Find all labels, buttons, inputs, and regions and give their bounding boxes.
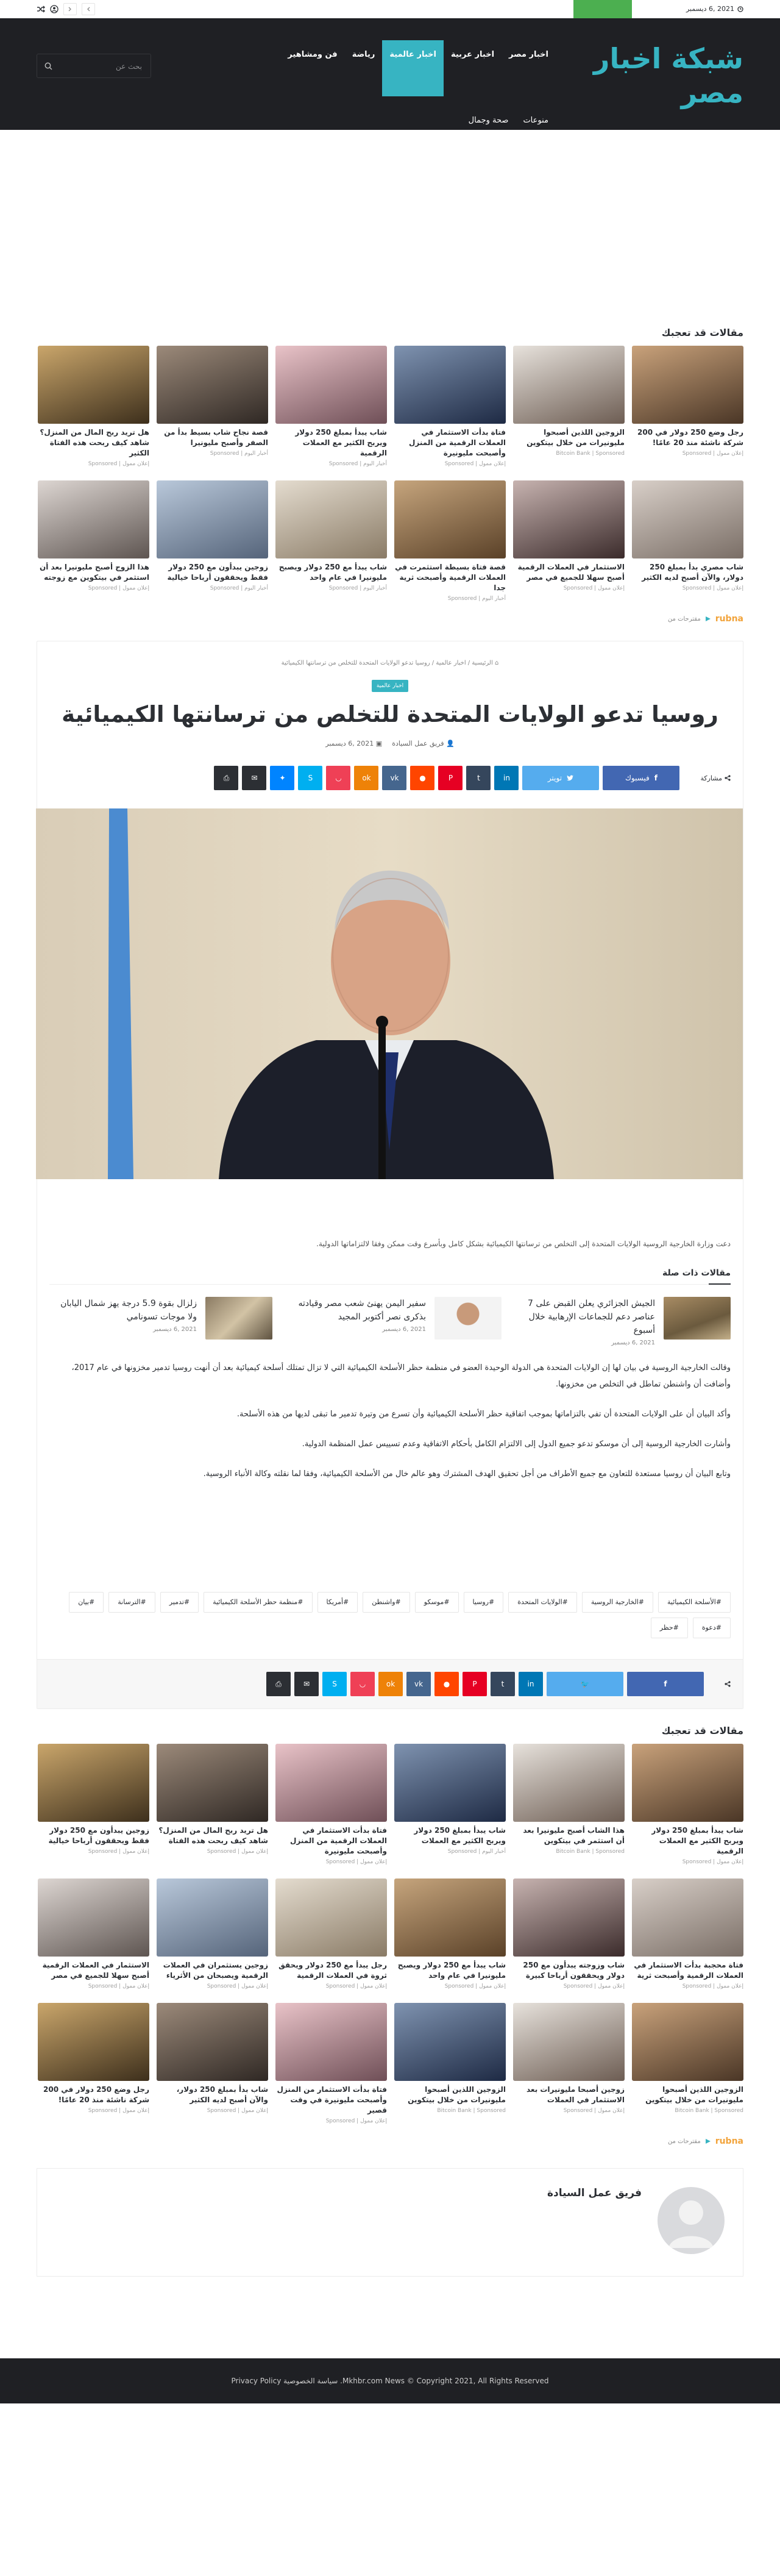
recommended-card[interactable] xyxy=(157,480,268,602)
search-input[interactable]: بحث عن xyxy=(116,62,142,71)
card-meta: إعلان ممول | Sponsored xyxy=(88,461,149,467)
card-meta: أخبار اليوم | Sponsored xyxy=(328,585,387,591)
card-meta: Bitcoin Bank | Sponsored xyxy=(675,2108,743,2114)
card-meta: إعلان ممول | Sponsored xyxy=(682,585,743,591)
card-title[interactable]: شاب مصري بدأ بمبلغ 250 دولار، والآن أصبح لديه الكثير xyxy=(642,563,743,582)
recommended-card[interactable] xyxy=(275,480,387,602)
recommended-card[interactable] xyxy=(157,1744,268,1865)
home-icon[interactable]: ⌂ xyxy=(494,660,499,666)
card-thumbnail[interactable] xyxy=(513,1878,625,1957)
share-pinterest-button[interactable] xyxy=(463,1672,487,1696)
related-thumb[interactable] xyxy=(664,1297,731,1340)
recommended-card[interactable] xyxy=(513,480,625,602)
powered-by-label: مقترحات من xyxy=(667,2138,701,2145)
card-meta: أخبار اليوم | Sponsored xyxy=(447,596,506,602)
share-facebook-button[interactable]: f فيسبوك xyxy=(603,766,679,790)
recommended-widget-bottom xyxy=(37,1725,743,2146)
recommended-card[interactable] xyxy=(513,1744,625,1865)
share-reddit-button[interactable] xyxy=(410,766,434,790)
twitter-icon: 🐦 xyxy=(580,1680,590,1688)
share-skype-button[interactable] xyxy=(298,766,322,790)
card-meta: Bitcoin Bank | Sponsored xyxy=(556,1849,625,1855)
recommended-widget-top xyxy=(37,327,743,624)
related-post[interactable]: زلزال بقوة 5.9 درجة يهز شمال اليابان ولا موجات تسونامي 2021 ,6 ديسمبر xyxy=(59,1297,272,1346)
recommended-card[interactable] xyxy=(38,1878,149,1989)
card-title[interactable]: الزوجين اللذين أصبحوا مليونيرات من خلال بيتكوين xyxy=(408,2085,506,2104)
card-meta: إعلان ممول | Sponsored xyxy=(325,1983,387,1989)
print-icon: ⎙ xyxy=(223,773,230,782)
site-header xyxy=(0,18,780,130)
messenger-icon: ✦ xyxy=(279,774,286,782)
card-title[interactable]: هل تريد ربح المال من المنزل؟ شاهد كيف ربحت هذه الفتاة xyxy=(158,1826,268,1845)
share-vk-button[interactable] xyxy=(382,766,406,790)
category-badge[interactable]: اخبار عالمية xyxy=(372,680,408,692)
nav-item-misc[interactable]: منوعات xyxy=(523,116,548,125)
site-logo[interactable]: شبكة اخبار مصر xyxy=(593,42,743,109)
tag-link[interactable]: #بيان xyxy=(69,1592,104,1613)
share-odnoklassniki-button[interactable] xyxy=(378,1672,403,1696)
recommended-card[interactable] xyxy=(632,1744,743,1865)
breadcrumb: ⌂ الرئيسية / اخبار عالمية / روسيا تدعو الولايات المتحدة للتخلص من ترسانتها الكيميائية xyxy=(281,660,499,666)
main-nav xyxy=(214,40,556,96)
related-title: مقالات ذات صلة xyxy=(49,1268,731,1285)
card-title[interactable]: زوجين يبدأون مع 250 دولار فقط ويحققون أرباحا خيالية xyxy=(167,563,268,582)
skype-icon: S xyxy=(308,774,313,782)
card-thumbnail[interactable] xyxy=(275,2003,387,2081)
powered-by-brand: rubna xyxy=(715,614,743,624)
vk-icon: vk xyxy=(390,774,399,782)
recommended-card[interactable] xyxy=(632,2003,743,2124)
card-thumbnail[interactable] xyxy=(38,1744,149,1822)
card-title[interactable]: رجل يبدأ مع 250 دولار ويحقق ثروة في العملات الرقمية xyxy=(278,1961,387,1980)
card-thumbnail[interactable] xyxy=(632,1878,743,1957)
author-name[interactable]: فريق عمل السيادة xyxy=(547,2187,642,2199)
post-author[interactable]: 👤 فريق عمل السيادة xyxy=(392,740,455,747)
card-meta: إعلان ممول | Sponsored xyxy=(325,2118,387,2124)
card-title[interactable]: الزوجين اللذين أصبحوا مليونيرات من خلال بيتكوين xyxy=(645,2085,743,2104)
reddit-icon: ● xyxy=(419,774,426,782)
share-twitter-button[interactable] xyxy=(547,1672,623,1696)
print-button[interactable] xyxy=(214,766,238,790)
powered-by-brand: rubna xyxy=(715,2136,743,2146)
tag-link[interactable]: #منظمة حظر الأسلحة الكيميائية xyxy=(204,1592,312,1613)
top-date: 2021 ,6 ديسمبر xyxy=(686,0,743,18)
pocket-icon: ◡ xyxy=(359,1680,366,1688)
email-icon: ✉ xyxy=(251,774,258,782)
tumblr-icon: t xyxy=(477,774,480,782)
share-bar-bottom xyxy=(37,1659,743,1708)
card-title[interactable]: فتاة محجبة بدأت الاستثمار في العملات الرقمية وأصبحت ثرية xyxy=(634,1961,743,1980)
card-meta: إعلان ممول | Sponsored xyxy=(563,2108,625,2114)
nav-item-arab-news[interactable]: اخبار عربية xyxy=(450,50,495,59)
card-meta: إعلان ممول | Sponsored xyxy=(444,461,506,467)
page-title: روسيا تدعو الولايات المتحدة للتخلص من ترسانتها الكيميائية xyxy=(62,701,718,727)
ticker-next-button[interactable] xyxy=(82,3,95,15)
card-thumbnail[interactable] xyxy=(513,480,625,558)
related-thumb[interactable] xyxy=(434,1297,502,1340)
tag-link[interactable]: #الخارجية الروسية xyxy=(582,1592,653,1613)
share-skype-button[interactable] xyxy=(322,1672,347,1696)
card-title[interactable]: هل تريد ربح المال من المنزل؟ شاهد كيف ربحت هذه الفتاة الكثير xyxy=(40,428,149,457)
vk-icon: vk xyxy=(414,1680,424,1688)
card-thumbnail[interactable] xyxy=(275,1878,387,1957)
top-tools xyxy=(37,0,95,18)
share-label xyxy=(725,1681,731,1687)
share-pocket-button[interactable] xyxy=(350,1672,375,1696)
powered-by[interactable] xyxy=(37,614,743,624)
card-thumbnail[interactable] xyxy=(632,2003,743,2081)
recommended-card[interactable] xyxy=(394,2003,506,2124)
card-meta: إعلان ممول | Sponsored xyxy=(88,585,149,591)
share-reddit-button[interactable] xyxy=(434,1672,459,1696)
linkedin-icon: in xyxy=(527,1680,534,1688)
tag-link[interactable]: #الأسلحة الكيميائية xyxy=(658,1592,731,1613)
nav-item-celebrities[interactable]: فن ومشاهير xyxy=(288,50,338,59)
nav-item-health[interactable]: صحة وجمال xyxy=(468,116,509,125)
nav-item-world-news[interactable]: اخبار عالمية xyxy=(382,40,444,96)
recommended-card[interactable] xyxy=(38,1744,149,1865)
card-thumbnail[interactable] xyxy=(157,346,268,424)
recommended-card[interactable] xyxy=(275,2003,387,2124)
card-thumbnail[interactable] xyxy=(38,346,149,424)
nav-item-egypt-news[interactable]: اخبار مصر xyxy=(509,50,548,59)
related-posts xyxy=(49,1297,731,1346)
card-title[interactable]: شاب يبدأ بمبلغ 250 دولار ويربح الكثير مع العملات xyxy=(414,1826,506,1845)
share-facebook-button[interactable] xyxy=(627,1672,704,1696)
card-meta: إعلان ممول | Sponsored xyxy=(563,585,625,591)
recommended-card[interactable] xyxy=(394,1878,506,1989)
card-thumbnail[interactable] xyxy=(275,1744,387,1822)
card-thumbnail[interactable] xyxy=(157,480,268,558)
recommended-card[interactable] xyxy=(632,346,743,467)
recommended-grid xyxy=(37,1744,743,2124)
share-email-button[interactable] xyxy=(242,766,266,790)
card-meta: إعلان ممول | Sponsored xyxy=(88,2108,149,2114)
card-thumbnail[interactable] xyxy=(157,1878,268,1957)
odnoklassniki-icon: ok xyxy=(362,774,371,782)
card-title[interactable]: شاب وزوجته يبدأون مع 250 دولار ويحققون أرباحا كبيرة xyxy=(523,1961,625,1980)
ticker-prev-button[interactable] xyxy=(63,3,77,15)
recommended-card[interactable] xyxy=(275,1878,387,1989)
card-title[interactable]: شاب يبدأ بمبلغ 250 دولار ويربح الكثير مع العملات الرقمية xyxy=(295,428,387,457)
card-title[interactable]: فتاة بدأت الاستثمار من المنزل وأصبحت مليونيرة في وقت قصير xyxy=(277,2085,387,2114)
share-label: مشاركة xyxy=(700,774,731,782)
card-title[interactable]: هذا الشاب أصبح مليونيرا بعد أن استثمر في بيتكوين xyxy=(523,1826,625,1845)
featured-image xyxy=(36,808,743,1179)
card-thumbnail[interactable] xyxy=(394,480,506,558)
share-twitter-button[interactable]: تويتر xyxy=(522,766,599,790)
share-bar-top xyxy=(49,766,731,790)
recommended-card[interactable] xyxy=(632,1878,743,1989)
recommended-card[interactable] xyxy=(394,480,506,602)
card-thumbnail[interactable] xyxy=(38,480,149,558)
email-icon: ✉ xyxy=(303,1680,310,1688)
card-meta: إعلان ممول | Sponsored xyxy=(563,1983,625,1989)
card-meta: أخبار اليوم | Sponsored xyxy=(328,461,387,467)
card-title[interactable]: زوجين يستثمران في العملات الرقمية ويصبحان من الأثرياء xyxy=(163,1961,268,1980)
site-footer xyxy=(0,2358,780,2403)
recommended-card[interactable] xyxy=(632,480,743,602)
print-icon: ⎙ xyxy=(275,1679,282,1688)
card-title[interactable]: زوجين أصبحا مليونيرات بعد الاستثمار في العملات xyxy=(526,2085,625,2104)
card-meta: إعلان ممول | Sponsored xyxy=(207,2108,268,2114)
tag-link[interactable]: #روسيا xyxy=(464,1592,504,1613)
card-thumbnail[interactable] xyxy=(275,346,387,424)
card-title[interactable]: الاستثمار في العملات الرقمية أصبح سهلا للجميع في مصر xyxy=(42,1961,149,1980)
card-thumbnail[interactable] xyxy=(394,2003,506,2081)
widget-title: مقالات قد تعجبك xyxy=(661,1725,743,1736)
card-thumbnail[interactable] xyxy=(394,346,506,424)
card-meta: إعلان ممول | Sponsored xyxy=(325,1859,387,1865)
share-icon xyxy=(725,775,731,781)
share-odnoklassniki-button[interactable] xyxy=(354,766,378,790)
recommended-card[interactable] xyxy=(513,1878,625,1989)
powered-by-label: مقترحات من xyxy=(667,615,701,623)
card-title[interactable]: الزوجين اللذين أصبحوا مليونيرات من خلال بيتكوين xyxy=(526,428,625,447)
user-login-icon[interactable] xyxy=(50,5,58,13)
card-meta: Bitcoin Bank | Sponsored xyxy=(437,2108,506,2114)
recommended-card[interactable] xyxy=(38,480,149,602)
search-icon[interactable] xyxy=(44,62,52,70)
author-box xyxy=(37,2168,743,2277)
post-tags xyxy=(49,1592,731,1638)
top-bar xyxy=(0,0,780,18)
print-button[interactable] xyxy=(266,1672,291,1696)
card-thumbnail[interactable] xyxy=(632,346,743,424)
article xyxy=(37,641,743,1709)
card-thumbnail[interactable] xyxy=(157,1744,268,1822)
card-title[interactable]: رجل وضع 250 دولار في 200 شركة ناشئة منذ 20 عامًا! xyxy=(637,428,743,447)
card-meta: إعلان ممول | Sponsored xyxy=(444,1983,506,1989)
related-post[interactable]: سفير اليمن يهنئ شعب مصر وقيادته بذكرى نصر أكتوبر المجيد 2021 ,6 ديسمبر xyxy=(288,1297,502,1346)
card-meta: أخبار اليوم | Sponsored xyxy=(210,585,268,591)
card-title[interactable]: قصة نجاح شاب بسيط بدأ من الصفر وأصبح مليونيرا xyxy=(164,428,268,447)
related-post[interactable]: الجيش الجزائري يعلن القبض على 7 عناصر دعم للجماعات الإرهابية خلال أسبوع 2021 ,6 ديسمبر xyxy=(517,1297,731,1346)
lead-paragraph: دعت وزارة الخارجية الروسية الولايات المتحدة إلى التخلص من ترسانتها الكيميائية بشكل كامل وبأسرع وقت ممكن وفقا لالتزاماتها الدولية. xyxy=(316,1240,731,1248)
card-meta: إعلان ممول | Sponsored xyxy=(682,1859,743,1865)
card-meta: Bitcoin Bank | Sponsored xyxy=(556,451,625,457)
tumblr-icon: t xyxy=(501,1680,505,1688)
tag-link[interactable]: #واشنطن xyxy=(363,1592,410,1613)
random-article-icon[interactable] xyxy=(37,5,45,13)
recommended-card[interactable] xyxy=(513,2003,625,2124)
card-thumbnail[interactable] xyxy=(632,1744,743,1822)
chevron-right-icon xyxy=(68,7,72,12)
card-meta: إعلان ممول | Sponsored xyxy=(88,1849,149,1855)
body-paragraph: وتابع البيان أن روسيا مستعدة للتعاون مع جميع الأطراف من أجل تحقيق الهدف المشترك وهو عالم خال من الأسلحة الكيميائية، وفقا لما نقلته وكالة الأنباء الروسية. xyxy=(203,1469,731,1479)
recommended-card[interactable] xyxy=(275,1744,387,1865)
rubna-logo-icon xyxy=(704,2138,712,2145)
card-title[interactable]: شاب يبدأ مع 250 دولار ويصبح مليونيرا في عام واحد xyxy=(278,563,387,582)
recommended-card[interactable] xyxy=(394,1744,506,1865)
recommended-card[interactable] xyxy=(275,346,387,467)
recommended-card[interactable] xyxy=(157,2003,268,2124)
body-paragraph: وقالت الخارجية الروسية في بيان لها إن الولايات المتحدة هي الدولة الوحيدة العضو في منظمة حظر الأسلحة الكيميائية التي لا تزال تمتلك أسلحة كيميائية بعد أن أنهت روسيا تدمير مخزونها في عام 2017، وأضافت أن واشنطن تماطل في التخلص من مخزونها. xyxy=(71,1363,731,1389)
share-icon xyxy=(725,1681,731,1687)
facebook-icon: f xyxy=(654,774,658,782)
card-thumbnail[interactable] xyxy=(38,2003,149,2081)
post-meta xyxy=(49,740,731,747)
copyright: Privacy Policy سياسة الخصوصية .Mkhbr.com News © Copyright 2021, All Rights Reserved xyxy=(231,2377,549,2385)
share-pinterest-button[interactable] xyxy=(438,766,463,790)
main-nav-row2 xyxy=(461,110,556,132)
tag-link[interactable]: #حظر xyxy=(651,1618,688,1638)
card-thumbnail[interactable] xyxy=(394,1878,506,1957)
recommended-card[interactable] xyxy=(38,346,149,467)
recommended-grid xyxy=(37,346,743,602)
card-thumbnail[interactable] xyxy=(157,2003,268,2081)
share-tumblr-button[interactable] xyxy=(491,1672,515,1696)
card-title[interactable]: الاستثمار في العملات الرقمية أصبح سهلا للجميع في مصر xyxy=(517,563,625,582)
calendar-icon: ▣ xyxy=(375,740,383,747)
recommended-card[interactable] xyxy=(157,1878,268,1989)
recommended-card[interactable] xyxy=(394,346,506,467)
clock-icon xyxy=(737,6,743,12)
card-title[interactable]: شاب يبدأ مع 250 دولار ويصبح مليونيرا في عام واحد xyxy=(397,1961,506,1980)
tag-link[interactable]: #موسكو xyxy=(415,1592,459,1613)
card-thumbnail[interactable] xyxy=(513,2003,625,2081)
card-meta: أخبار اليوم | Sponsored xyxy=(210,451,268,457)
card-meta: إعلان ممول | Sponsored xyxy=(207,1983,268,1989)
linkedin-icon: in xyxy=(503,774,510,782)
card-thumbnail[interactable] xyxy=(513,346,625,424)
tag-link[interactable]: #دعوة xyxy=(693,1618,731,1638)
chevron-left-icon xyxy=(87,7,90,12)
tag-link[interactable]: #الترسانة xyxy=(108,1592,155,1613)
card-meta: إعلان ممول | Sponsored xyxy=(207,1849,268,1855)
pocket-icon: ◡ xyxy=(335,774,342,782)
card-title[interactable]: هذا الزوج أصبح مليونيرا بعد أن استثمر في بيتكوين مع زوجته xyxy=(40,563,149,582)
share-tumblr-button[interactable] xyxy=(466,766,491,790)
widget-title: مقالات قد تعجبك xyxy=(661,327,743,338)
skype-icon: S xyxy=(332,1680,337,1688)
share-linkedin-button[interactable] xyxy=(519,1672,543,1696)
card-thumbnail[interactable] xyxy=(513,1744,625,1822)
card-thumbnail[interactable] xyxy=(394,1744,506,1822)
share-messenger-button[interactable] xyxy=(270,766,294,790)
card-title[interactable]: رجل وضع 250 دولار في 200 شركة ناشئة منذ 20 عامًا! xyxy=(43,2085,149,2104)
related-thumb[interactable] xyxy=(205,1297,272,1340)
card-meta: أخبار اليوم | Sponsored xyxy=(447,1849,506,1855)
card-title[interactable]: شاب يبدأ بمبلغ 250 دولار ويربح الكثير مع العملات الرقمية xyxy=(651,1826,743,1855)
share-linkedin-button[interactable] xyxy=(494,766,519,790)
card-title[interactable]: فتاة بدأت الاستثمار في العملات الرقمية من المنزل وأصبحت مليونيرة xyxy=(409,428,506,457)
post-date: ▣ 2021 ,6 ديسمبر xyxy=(325,740,383,747)
card-thumbnail[interactable] xyxy=(632,480,743,558)
recommended-card[interactable] xyxy=(157,346,268,467)
tag-link[interactable]: #أمريكا xyxy=(317,1592,358,1613)
rubna-logo-icon xyxy=(704,615,712,623)
card-title[interactable]: شاب بدأ بمبلغ 250 دولار، والآن أصبح لديه الكثير xyxy=(176,2085,268,2104)
tag-link[interactable]: #تدمير xyxy=(160,1592,199,1613)
nav-item-sports[interactable]: رياضة xyxy=(352,50,375,59)
share-pocket-button[interactable] xyxy=(326,766,350,790)
card-thumbnail[interactable] xyxy=(38,1878,149,1957)
card-meta: إعلان ممول | Sponsored xyxy=(682,1983,743,1989)
share-email-button[interactable] xyxy=(294,1672,319,1696)
tag-link[interactable]: #الولايات المتحدة xyxy=(508,1592,577,1613)
breaking-news-label xyxy=(573,0,632,18)
pinterest-icon: P xyxy=(448,774,453,782)
body-paragraph: وأكد البيان أن على الولايات المتحدة أن تفي بالتزاماتها بموجب اتفاقية حظر الأسلحة الكيميائية وأن تسرع من وتيرة تدمير ما تبقى لديها من هذه الأسلحة. xyxy=(236,1410,731,1419)
facebook-icon: f xyxy=(664,1680,667,1688)
search-box[interactable] xyxy=(37,54,151,78)
avatar[interactable] xyxy=(658,2187,725,2254)
recommended-card[interactable] xyxy=(513,346,625,467)
twitter-icon xyxy=(567,775,574,781)
user-icon: 👤 xyxy=(446,740,455,747)
card-thumbnail[interactable] xyxy=(275,480,387,558)
card-title[interactable]: قصة فتاة بسيطة استثمرت في العملات الرقمية وأصبحت ثرية جدا xyxy=(395,563,506,592)
card-title[interactable]: زوجين يبدأون مع 250 دولار فقط ويحققون أرباحا خيالية xyxy=(48,1826,149,1845)
card-title[interactable]: فتاة بدأت الاستثمار في العملات الرقمية من المنزل وأصبحت مليونيرة xyxy=(290,1826,387,1855)
body-paragraph: وأشارت الخارجية الروسية إلى أن موسكو تدعو جميع الدول إلى الالتزام الكامل بأحكام الاتفاقية وعدم تسييس عمل المنظمة الدولية. xyxy=(302,1440,731,1449)
odnoklassniki-icon: ok xyxy=(386,1680,395,1688)
ad-space xyxy=(0,130,780,327)
reddit-icon: ● xyxy=(443,1680,450,1688)
share-vk-button[interactable] xyxy=(406,1672,431,1696)
card-meta: إعلان ممول | Sponsored xyxy=(682,451,743,457)
card-meta: إعلان ممول | Sponsored xyxy=(88,1983,149,1989)
pinterest-icon: P xyxy=(472,1680,477,1688)
powered-by[interactable] xyxy=(37,2136,743,2146)
recommended-card[interactable] xyxy=(38,2003,149,2124)
